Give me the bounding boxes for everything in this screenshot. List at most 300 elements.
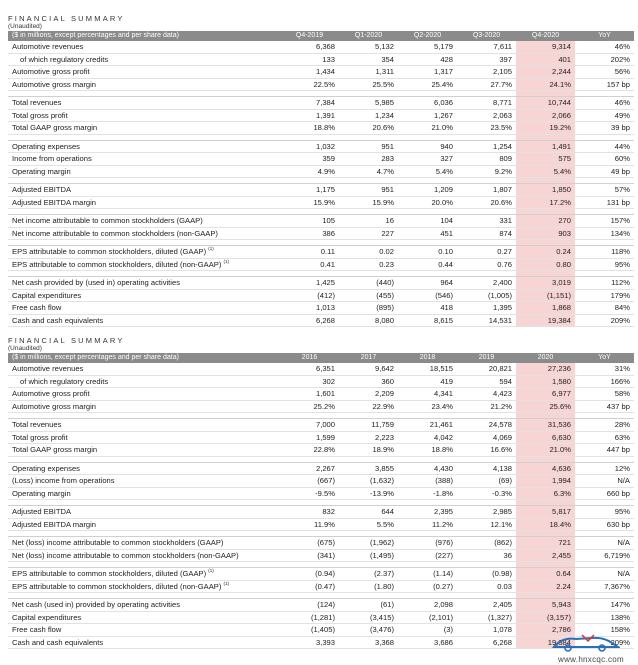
footnote-marker: (1): [223, 258, 229, 264]
table-row: [8, 314, 634, 327]
row-label-text: Total revenues: [12, 98, 62, 107]
value-cell: N/A: [575, 537, 634, 550]
header-units-label: ($ in millions, except percentages and per share data): [8, 353, 280, 363]
table-row: [8, 78, 634, 91]
highlighted-value-cell: 6,977: [516, 388, 575, 401]
value-cell: 209%: [575, 314, 634, 327]
table-row: [8, 227, 634, 240]
value-cell: 2,405: [457, 599, 516, 612]
value-cell: 11,759: [339, 419, 398, 432]
row-label-text: EPS attributable to common stockholders, diluted (GAAP): [12, 569, 207, 578]
value-cell: 2,267: [280, 462, 339, 475]
table-row: [8, 636, 634, 649]
table-row: [8, 246, 634, 259]
value-cell: 84%: [575, 302, 634, 315]
table-header-row: [8, 353, 634, 363]
value-cell: (3,415): [339, 611, 398, 624]
highlighted-value-cell: 0.64: [516, 568, 575, 581]
row-label-text: Automotive revenues: [12, 364, 84, 373]
table-row: [8, 624, 634, 637]
financial-summary-annual: [8, 336, 634, 649]
value-cell: 1,175: [280, 184, 339, 197]
table-row: [8, 568, 634, 581]
row-label-text: Capital expenditures: [12, 290, 82, 300]
row-label: [8, 568, 280, 581]
row-label-text: Adjusted EBITDA: [12, 507, 72, 516]
footnote-marker: (1): [223, 580, 229, 586]
highlighted-value-cell: 27,236: [516, 363, 575, 375]
highlighted-value-cell: 2,786: [516, 624, 575, 637]
table-row: [8, 53, 634, 66]
value-cell: 940: [398, 140, 457, 153]
value-cell: 11.2%: [398, 518, 457, 531]
value-cell: 105: [280, 215, 339, 228]
highlighted-value-cell: 270: [516, 215, 575, 228]
row-label-text: Capital expenditures: [12, 612, 82, 622]
value-cell: 133: [280, 53, 339, 66]
highlighted-value-cell: 19,384: [516, 636, 575, 649]
value-cell: 809: [457, 153, 516, 166]
value-cell: (2.37): [339, 568, 398, 581]
value-cell: 157%: [575, 215, 634, 228]
value-cell: 4,069: [457, 431, 516, 444]
value-cell: (1.80): [339, 580, 398, 593]
row-label: [8, 184, 280, 197]
table-row: [8, 363, 634, 375]
value-cell: (1,962): [339, 537, 398, 550]
highlighted-value-cell: 721: [516, 537, 575, 550]
value-cell: 2,209: [339, 388, 398, 401]
row-label: [8, 277, 280, 290]
value-cell: 7,611: [457, 41, 516, 53]
value-cell: 4.9%: [280, 165, 339, 178]
value-cell: 25.5%: [339, 78, 398, 91]
value-cell: 447 bp: [575, 444, 634, 457]
table-row: [8, 599, 634, 612]
row-label-text: Free cash flow: [12, 625, 62, 634]
highlighted-value-cell: 2,244: [516, 66, 575, 79]
value-cell: 1,267: [398, 109, 457, 122]
value-cell: 428: [398, 53, 457, 66]
table-row: [8, 153, 634, 166]
value-cell: 20,821: [457, 363, 516, 375]
value-cell: 20.6%: [457, 196, 516, 209]
value-cell: (1,405): [280, 624, 339, 637]
highlighted-value-cell: 2,066: [516, 109, 575, 122]
value-cell: 951: [339, 140, 398, 153]
column-header: Q1-2020: [339, 31, 398, 41]
row-label-text: Adjusted EBITDA margin: [12, 197, 96, 207]
value-cell: 4,138: [457, 462, 516, 475]
value-cell: (667): [280, 475, 339, 488]
value-cell: 4,430: [398, 462, 457, 475]
value-cell: 18.8%: [280, 122, 339, 135]
value-cell: 5,179: [398, 41, 457, 53]
section-subtitle: (Unaudited): [8, 23, 42, 30]
table-row: [8, 184, 634, 197]
value-cell: 138%: [575, 611, 634, 624]
highlighted-value-cell: 5,817: [516, 506, 575, 519]
value-cell: 2,400: [457, 277, 516, 290]
row-label: [8, 462, 280, 475]
row-label: [8, 537, 280, 550]
table-row: [8, 122, 634, 135]
highlighted-value-cell: 4,636: [516, 462, 575, 475]
value-cell: 4.7%: [339, 165, 398, 178]
value-cell: (124): [280, 599, 339, 612]
table-row: [8, 277, 634, 290]
value-cell: 419: [398, 375, 457, 388]
row-label-text: Total gross profit: [12, 432, 68, 442]
row-label: [8, 375, 280, 388]
value-cell: 12.1%: [457, 518, 516, 531]
value-cell: 1,032: [280, 140, 339, 153]
row-label-text: Automotive gross margin: [12, 79, 96, 89]
value-cell: 951: [339, 184, 398, 197]
value-cell: 0.02: [339, 246, 398, 259]
value-cell: 112%: [575, 277, 634, 290]
row-label-text: Adjusted EBITDA: [12, 185, 72, 194]
column-header: Q3-2020: [457, 31, 516, 41]
value-cell: (1,327): [457, 611, 516, 624]
value-cell: 1,254: [457, 140, 516, 153]
value-cell: (976): [398, 537, 457, 550]
highlighted-value-cell: 18.4%: [516, 518, 575, 531]
value-cell: 1,317: [398, 66, 457, 79]
value-cell: 56%: [575, 66, 634, 79]
value-cell: (675): [280, 537, 339, 550]
column-header: 2019: [457, 353, 516, 363]
row-label: [8, 165, 280, 178]
highlighted-value-cell: 17.2%: [516, 196, 575, 209]
value-cell: 22.5%: [280, 78, 339, 91]
value-cell: 874: [457, 227, 516, 240]
value-cell: (455): [339, 289, 398, 302]
value-cell: 1,013: [280, 302, 339, 315]
value-cell: 158%: [575, 624, 634, 637]
value-cell: 3,368: [339, 636, 398, 649]
value-cell: 386: [280, 227, 339, 240]
value-cell: 1,209: [398, 184, 457, 197]
table-row: [8, 518, 634, 531]
value-cell: 16.6%: [457, 444, 516, 457]
value-cell: 31%: [575, 363, 634, 375]
value-cell: 3,393: [280, 636, 339, 649]
column-header: 2018: [398, 353, 457, 363]
value-cell: 131 bp: [575, 196, 634, 209]
value-cell: 12%: [575, 462, 634, 475]
value-cell: 104: [398, 215, 457, 228]
highlighted-value-cell: 0.24: [516, 246, 575, 259]
value-cell: 58%: [575, 388, 634, 401]
row-label: [8, 363, 280, 375]
row-label-text: Total gross profit: [12, 110, 68, 120]
value-cell: -1.8%: [398, 487, 457, 500]
row-label-text: Total GAAP gross margin: [12, 445, 98, 454]
table-row: [8, 375, 634, 388]
value-cell: 202%: [575, 53, 634, 66]
value-cell: 22.8%: [280, 444, 339, 457]
quarterly-table: [8, 31, 634, 327]
row-label-text: Cash and cash equivalents: [12, 315, 104, 325]
value-cell: 95%: [575, 506, 634, 519]
highlighted-value-cell: 1,994: [516, 475, 575, 488]
value-cell: 451: [398, 227, 457, 240]
row-label-text: Net (loss) income attributable to common stockholders (non-GAAP): [12, 550, 239, 560]
value-cell: 1,434: [280, 66, 339, 79]
highlighted-value-cell: 903: [516, 227, 575, 240]
table-row: [8, 196, 634, 209]
value-cell: 418: [398, 302, 457, 315]
row-label: [8, 475, 280, 488]
row-label-text: Net (loss) income attributable to common stockholders (GAAP): [12, 538, 224, 547]
row-label: [8, 506, 280, 519]
value-cell: 2,395: [398, 506, 457, 519]
row-label-text: Income from operations: [12, 154, 92, 163]
value-cell: 7,000: [280, 419, 339, 432]
row-label: [8, 97, 280, 110]
row-label: [8, 444, 280, 457]
highlighted-value-cell: 6,630: [516, 431, 575, 444]
row-label-text: Automotive gross margin: [12, 401, 96, 411]
value-cell: 0.23: [339, 258, 398, 271]
table-row: [8, 537, 634, 550]
value-cell: 0.27: [457, 246, 516, 259]
row-label-text: Automotive gross profit: [12, 389, 90, 398]
row-label-text: Net cash provided by (used in) operating activities: [12, 278, 180, 287]
value-cell: (895): [339, 302, 398, 315]
section-title: FINANCIAL SUMMARY: [8, 336, 125, 345]
table-header-row: [8, 31, 634, 41]
value-cell: 20.0%: [398, 196, 457, 209]
header-units-label: ($ in millions, except percentages and per share data): [8, 31, 280, 41]
value-cell: 11.9%: [280, 518, 339, 531]
value-cell: 5,132: [339, 41, 398, 53]
value-cell: (862): [457, 537, 516, 550]
value-cell: (227): [398, 549, 457, 562]
value-cell: 832: [280, 506, 339, 519]
highlighted-value-cell: (3,157): [516, 611, 575, 624]
table-row: [8, 215, 634, 228]
row-label: [8, 122, 280, 135]
value-cell: 2,985: [457, 506, 516, 519]
value-cell: 397: [457, 53, 516, 66]
table-row: [8, 289, 634, 302]
value-cell: 0.03: [457, 580, 516, 593]
row-label-text: Operating margin: [12, 166, 71, 176]
watermark-site-text: www.hnxcqc.com: [558, 655, 624, 664]
value-cell: 6,368: [280, 41, 339, 53]
value-cell: 5.4%: [398, 165, 457, 178]
value-cell: 594: [457, 375, 516, 388]
value-cell: (341): [280, 549, 339, 562]
highlighted-value-cell: 1,868: [516, 302, 575, 315]
highlighted-value-cell: 2.24: [516, 580, 575, 593]
value-cell: 283: [339, 153, 398, 166]
row-label-text: EPS attributable to common stockholders, diluted (GAAP): [12, 247, 207, 256]
value-cell: (412): [280, 289, 339, 302]
footnote-marker: (1): [208, 568, 214, 573]
row-label: [8, 388, 280, 401]
row-label: [8, 487, 280, 500]
value-cell: 49 bp: [575, 165, 634, 178]
value-cell: 0.76: [457, 258, 516, 271]
value-cell: (61): [339, 599, 398, 612]
value-cell: 1,601: [280, 388, 339, 401]
value-cell: 166%: [575, 375, 634, 388]
value-cell: 2,063: [457, 109, 516, 122]
highlighted-value-cell: 0.80: [516, 258, 575, 271]
value-cell: 1,234: [339, 109, 398, 122]
value-cell: 0.11: [280, 246, 339, 259]
highlighted-value-cell: 19,384: [516, 314, 575, 327]
highlighted-value-cell: 5.4%: [516, 165, 575, 178]
value-cell: 227: [339, 227, 398, 240]
row-label: [8, 400, 280, 413]
highlighted-value-cell: 401: [516, 53, 575, 66]
value-cell: -13.9%: [339, 487, 398, 500]
value-cell: 2,223: [339, 431, 398, 444]
highlighted-value-cell: 31,536: [516, 419, 575, 432]
highlighted-value-cell: 5,943: [516, 599, 575, 612]
row-label-text: Net income attributable to common stockholders (non-GAAP): [12, 228, 218, 238]
value-cell: 179%: [575, 289, 634, 302]
value-cell: 157 bp: [575, 78, 634, 91]
value-cell: 3,686: [398, 636, 457, 649]
table-row: [8, 475, 634, 488]
row-label: [8, 140, 280, 153]
table-row: [8, 140, 634, 153]
value-cell: 209%: [575, 636, 634, 649]
row-label: [8, 636, 280, 649]
row-label-text: Total revenues: [12, 420, 62, 429]
table-row: [8, 419, 634, 432]
value-cell: 23.5%: [457, 122, 516, 135]
value-cell: 630 bp: [575, 518, 634, 531]
row-label-text: Operating margin: [12, 488, 71, 498]
value-cell: 6,719%: [575, 549, 634, 562]
value-cell: 1,395: [457, 302, 516, 315]
value-cell: (388): [398, 475, 457, 488]
row-label: [8, 611, 280, 624]
row-label: [8, 66, 280, 79]
value-cell: 644: [339, 506, 398, 519]
value-cell: 28%: [575, 419, 634, 432]
table-row: [8, 506, 634, 519]
row-label: [8, 419, 280, 432]
value-cell: (0.27): [398, 580, 457, 593]
value-cell: 21.0%: [398, 122, 457, 135]
value-cell: 4,042: [398, 431, 457, 444]
highlighted-value-cell: 575: [516, 153, 575, 166]
table-row: [8, 165, 634, 178]
value-cell: 49%: [575, 109, 634, 122]
value-cell: 5,985: [339, 97, 398, 110]
row-label-text: Operating expenses: [12, 141, 80, 151]
column-header: 2016: [280, 353, 339, 363]
value-cell: 302: [280, 375, 339, 388]
value-cell: 660 bp: [575, 487, 634, 500]
value-cell: 7,384: [280, 97, 339, 110]
value-cell: 7,367%: [575, 580, 634, 593]
value-cell: N/A: [575, 475, 634, 488]
table-row: [8, 41, 634, 53]
value-cell: 8,771: [457, 97, 516, 110]
row-label: [8, 289, 280, 302]
value-cell: 25.2%: [280, 400, 339, 413]
column-header: 2020: [516, 353, 575, 363]
value-cell: 16: [339, 215, 398, 228]
value-cell: 4,423: [457, 388, 516, 401]
table-row: [8, 580, 634, 593]
table-row: [8, 611, 634, 624]
row-label-text: Automotive gross profit: [12, 67, 90, 76]
value-cell: 57%: [575, 184, 634, 197]
value-cell: 134%: [575, 227, 634, 240]
row-label-text: Automotive revenues: [12, 42, 84, 51]
value-cell: 5.5%: [339, 518, 398, 531]
value-cell: 1,425: [280, 277, 339, 290]
value-cell: 9.2%: [457, 165, 516, 178]
value-cell: 27.7%: [457, 78, 516, 91]
value-cell: (440): [339, 277, 398, 290]
value-cell: (546): [398, 289, 457, 302]
value-cell: 0.44: [398, 258, 457, 271]
value-cell: 3,855: [339, 462, 398, 475]
row-label-text: Adjusted EBITDA margin: [12, 519, 96, 529]
value-cell: 8,080: [339, 314, 398, 327]
table-row: [8, 444, 634, 457]
value-cell: (0.94): [280, 568, 339, 581]
value-cell: 331: [457, 215, 516, 228]
value-cell: 18.9%: [339, 444, 398, 457]
value-cell: 18,515: [398, 363, 457, 375]
table-row: [8, 97, 634, 110]
value-cell: 95%: [575, 258, 634, 271]
highlighted-value-cell: 10,744: [516, 97, 575, 110]
value-cell: 8,615: [398, 314, 457, 327]
row-label-text: of which regulatory credits: [20, 54, 109, 64]
row-label-text: Cash and cash equivalents: [12, 637, 104, 647]
row-label: [8, 624, 280, 637]
value-cell: 15.9%: [339, 196, 398, 209]
value-cell: 327: [398, 153, 457, 166]
table-row: [8, 549, 634, 562]
financial-summary-quarterly: [8, 14, 634, 327]
car-logo-icon: [552, 633, 620, 653]
value-cell: (1.14): [398, 568, 457, 581]
highlighted-value-cell: 6.3%: [516, 487, 575, 500]
table-row: [8, 462, 634, 475]
row-label: [8, 227, 280, 240]
table-row: [8, 258, 634, 271]
highlighted-value-cell: 3,019: [516, 277, 575, 290]
value-cell: 1,311: [339, 66, 398, 79]
value-cell: (69): [457, 475, 516, 488]
value-cell: (1,495): [339, 549, 398, 562]
value-cell: 20.6%: [339, 122, 398, 135]
value-cell: 437 bp: [575, 400, 634, 413]
value-cell: 23.4%: [398, 400, 457, 413]
value-cell: 118%: [575, 246, 634, 259]
row-label: [8, 314, 280, 327]
row-label-text: Total GAAP gross margin: [12, 123, 98, 132]
row-label: [8, 580, 280, 593]
value-cell: N/A: [575, 568, 634, 581]
value-cell: (3): [398, 624, 457, 637]
value-cell: (3,476): [339, 624, 398, 637]
value-cell: 6,036: [398, 97, 457, 110]
